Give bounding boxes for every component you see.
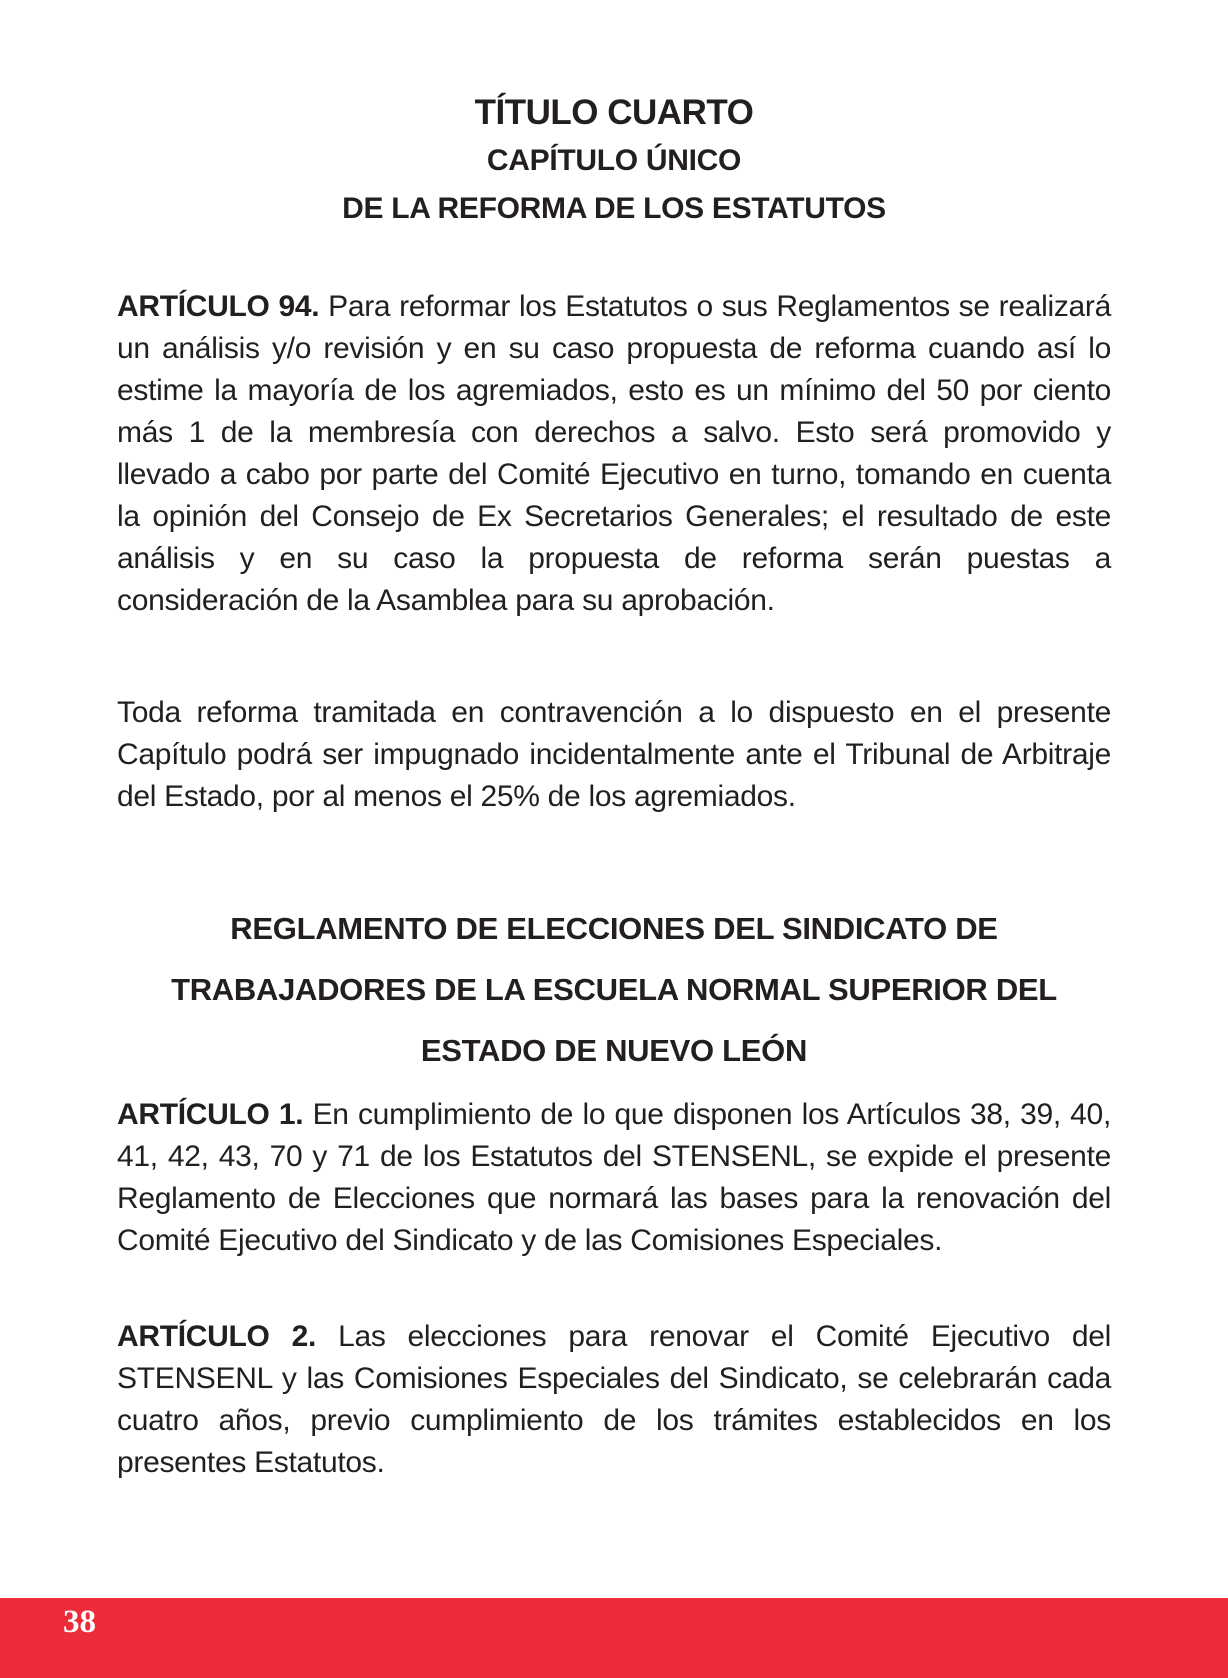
article-1-label: ARTÍCULO 1. bbox=[117, 1098, 304, 1131]
footer-bar bbox=[0, 1598, 1228, 1678]
reform-challenge-paragraph: Toda reforma tramitada en contravención a lo dispuesto en el presente Capítulo podrá ser impugnado incidentalmente ante el Tribunal de Arbitraje del Estado, por al menos el 25% de los agremiados. bbox=[117, 696, 1111, 813]
regulation-title bbox=[117, 898, 1111, 1081]
title-line-titulo-cuarto: TÍTULO CUARTO bbox=[474, 93, 754, 132]
article-2-text: Las elecciones para renovar el Comité Ejecutivo del STENSENL y las Comisiones Especiales del Sindicato, se celebrarán cada cuatro años, previo cumplimiento de los trámites establecidos en los presentes Estatutos. bbox=[117, 1320, 1111, 1479]
regulation-title-line-1: REGLAMENTO DE ELECCIONES DEL SINDICATO DE bbox=[230, 910, 998, 946]
article-2-paragraph bbox=[117, 1316, 1111, 1484]
article-1-paragraph bbox=[117, 1094, 1111, 1262]
article-94-paragraph bbox=[117, 286, 1111, 622]
page-number: 38 bbox=[63, 1604, 96, 1640]
title-line-de-la-reforma: DE LA REFORMA DE LOS ESTATUTOS bbox=[342, 192, 886, 225]
title-block bbox=[117, 88, 1111, 233]
regulation-title-line-3: ESTADO DE NUEVO LEÓN bbox=[420, 1032, 808, 1068]
article-94-text: Para reformar los Estatutos o sus Reglamentos se realizará un análisis y/o revisión y en su caso propuesta de reforma cuando así lo estime la mayoría de los agremiados, esto es un mínimo del 50 por ciento más 1 de la membresía con derechos a salvo. Esto será promovido y llevado a cabo por parte del Comité Ejecutivo en turno, tomando en cuenta la opinión del Consejo de Ex Secretarios Generales; el resultado de este análisis y en su caso la propuesta de reforma serán puestas a consideración de la Asamblea para su aprobación. bbox=[117, 290, 1111, 617]
regulation-title-line-2: TRABAJADORES DE LA ESCUELA NORMAL SUPERIOR DEL bbox=[171, 971, 1057, 1007]
article-94-label: ARTÍCULO 94. bbox=[117, 290, 320, 323]
title-line-capitulo-unico: CAPÍTULO ÚNICO bbox=[486, 144, 742, 177]
article-2-label: ARTÍCULO 2. bbox=[117, 1320, 317, 1353]
article-1-text: En cumplimiento de lo que disponen los Artículos 38, 39, 40, 41, 42, 43, 70 y 71 de los Estatutos del STENSENL, se expide el presente Reglamento de Elecciones que normará las bases para la renovación del Comité Ejecutivo del Sindicato y de las Comisiones Especiales. bbox=[117, 1098, 1111, 1257]
